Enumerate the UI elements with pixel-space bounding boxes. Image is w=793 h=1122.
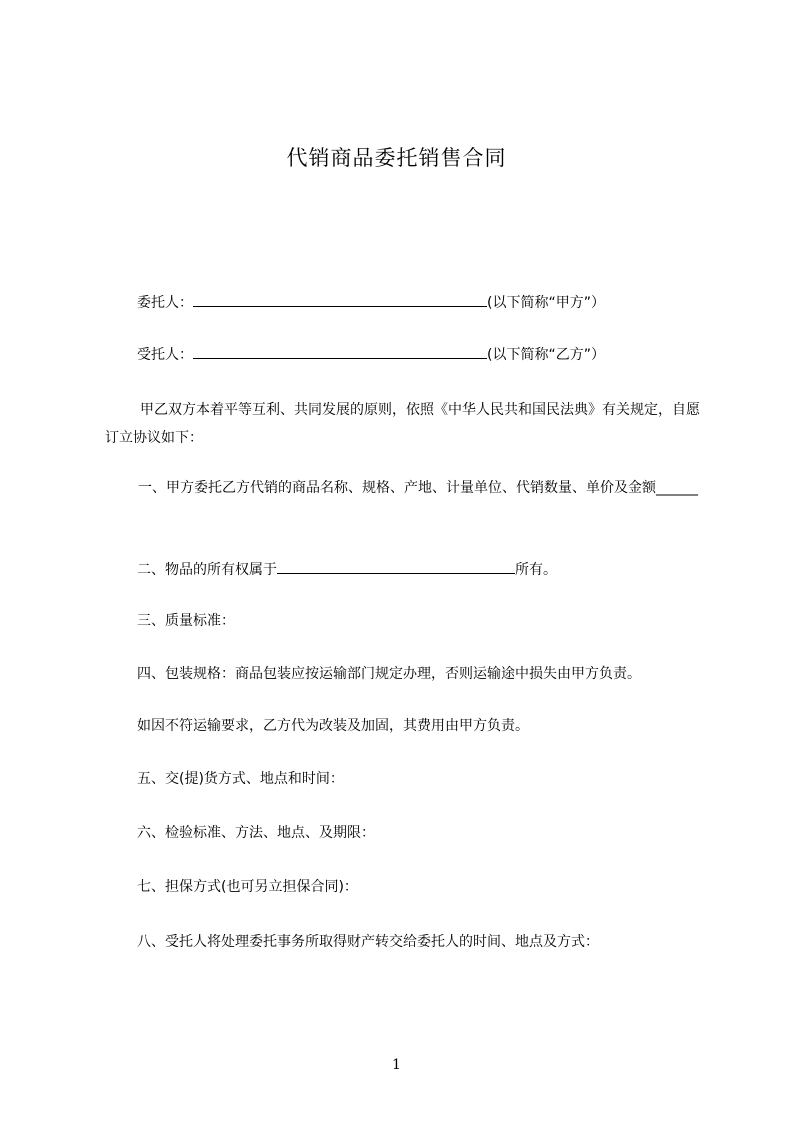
preamble-text: 甲乙双方本着平等互利、共同发展的原则，依照《中华人民共和国民法典》有关规定，自愿订立协议如下： <box>105 402 700 446</box>
consignor-line <box>137 291 605 313</box>
clause-2-line <box>137 558 557 580</box>
clause-1-text: 一、甲方委托乙方代销的商品名称、规格、产地、计量单位、代销数量、单价及金额 <box>138 480 656 496</box>
clause-2-blank <box>277 558 515 574</box>
consignee-blank <box>193 343 487 359</box>
clause-4-continuation: 如因不符运输要求，乙方代为改装及加固，其费用由甲方负责。 <box>137 718 529 734</box>
clause-4-line: 四、包装规格：商品包装应按运输部门规定办理，否则运输途中损失由甲方负责。 <box>137 666 641 682</box>
page-number: 1 <box>392 1057 401 1073</box>
clause-8-line: 八、受托人将处理委托事务所取得财产转交给委托人的时间、地点及方式： <box>137 934 599 950</box>
clause-2-suffix: 所有。 <box>515 562 557 578</box>
consignee-label: 受托人： <box>137 347 193 363</box>
clause-6-line: 六、检验标准、方法、地点、及期限： <box>137 825 375 841</box>
clause-7-line: 七、担保方式(也可另立担保合同)： <box>137 879 358 895</box>
consignor-label: 委托人： <box>137 295 193 311</box>
consignee-suffix: (以下简称“乙方”） <box>487 347 605 363</box>
clause-1-blank: ______ <box>656 480 698 496</box>
clause-2-prefix: 二、物品的所有权属于 <box>137 562 277 578</box>
consignee-line <box>137 343 605 365</box>
contract-title: 代销商品委托销售合同 <box>286 146 507 170</box>
consignor-blank <box>193 291 487 307</box>
consignor-suffix: (以下简称“甲方”） <box>487 295 605 311</box>
preamble-paragraph <box>105 396 705 452</box>
clause-3-line: 三、质量标准： <box>137 613 235 629</box>
clause-1-paragraph <box>105 474 705 502</box>
clause-5-line: 五、交(提)货方式、地点和时间： <box>137 771 344 787</box>
